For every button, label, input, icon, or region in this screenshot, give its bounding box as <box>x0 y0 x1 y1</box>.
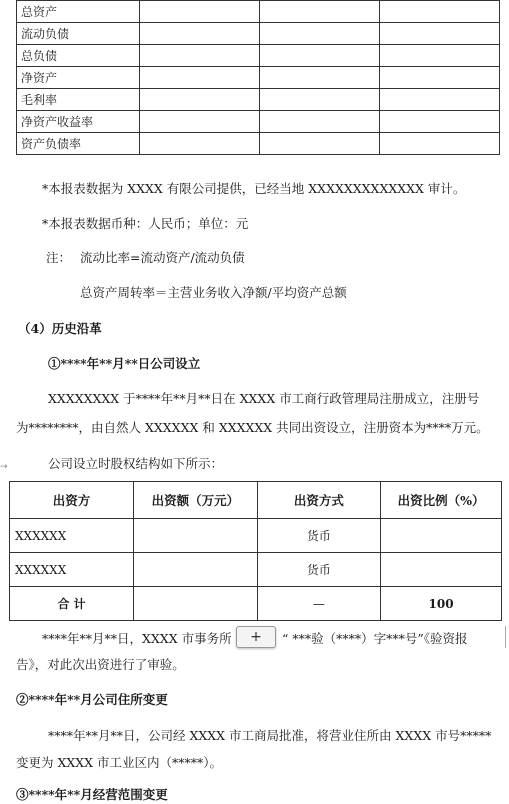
row-label: 净资产收益率 <box>17 111 140 133</box>
col-header: 出资比例（%） <box>381 482 502 519</box>
formula-asset-turnover: 总资产周转率＝主营业务收入净额/平均资产总额 <box>80 285 347 300</box>
table-row <box>17 133 500 155</box>
establishment-paragraph-line2: 为********，由自然人 XXXXXX 和 XXXXXX 共同出资设立，注册资本为****万元。 <box>16 420 489 435</box>
history-sub-establishment: ①****年**月**日公司设立 <box>48 356 201 371</box>
note-label: 注： <box>46 250 72 265</box>
contribution-ratio <box>381 519 502 553</box>
row-label: 总资产 <box>17 1 140 23</box>
row-label: 净资产 <box>17 67 140 89</box>
row-label: 流动负债 <box>17 23 140 45</box>
table-row <box>17 67 500 89</box>
table-row <box>17 45 500 67</box>
row-label: 资产负债率 <box>17 133 140 155</box>
scope-change-heading: ③****年**月经营范围变更 <box>16 787 168 802</box>
table-header-row <box>10 482 502 519</box>
contribution-method: 货币 <box>257 519 380 553</box>
currency-note: *本报表数据币种：人民币；单位：元 <box>42 216 249 231</box>
table-row <box>10 553 502 587</box>
history-heading: （4）历史沿革 <box>18 321 102 336</box>
total-label: 合 计 <box>10 587 134 621</box>
total-ratio: 100 <box>381 587 502 621</box>
col-header: 出资方 <box>10 482 134 519</box>
table-row <box>17 23 500 45</box>
row-label: 毛利率 <box>17 89 140 111</box>
table-row <box>17 89 500 111</box>
formula-current-ratio: 流动比率=流动资产/流动负债 <box>80 250 245 265</box>
shareholder-name: XXXXXX <box>10 519 134 553</box>
establishment-paragraph-line1: XXXXXXXX 于****年**月**日在 XXXX 市工商行政管理局注册成立，注册号 <box>48 391 480 406</box>
col-header: 出资额（万元） <box>134 482 258 519</box>
total-method: — <box>257 587 380 621</box>
table-resize-handle[interactable] <box>505 626 509 648</box>
financial-summary-table <box>16 0 500 155</box>
audit-paragraph-line1-start: ****年**月**日，XXXX 市事务所 <box>42 631 232 646</box>
contribution-amount <box>134 553 258 587</box>
table-row <box>10 519 502 553</box>
margin-arrow-icon: → <box>0 462 8 472</box>
total-amount <box>134 587 258 621</box>
col-header: 出资方式 <box>257 482 380 519</box>
audit-paragraph-line2: 告》，对此次出资进行了审验。 <box>16 657 185 672</box>
address-change-heading: ②****年**月公司住所变更 <box>16 692 168 707</box>
contribution-amount <box>134 519 258 553</box>
address-change-line1: ****年**月**日，公司经 XXXX 市工商局批准，将营业住所由 XXXX 市号***** <box>48 728 492 743</box>
row-label: 总负债 <box>17 45 140 67</box>
shareholder-table <box>9 481 502 621</box>
equity-structure-intro: 公司设立时股权结构如下所示： <box>48 456 224 471</box>
address-change-line2: 变更为 XXXX 市工业区内（*****）。 <box>16 755 223 770</box>
contribution-ratio <box>381 553 502 587</box>
table-row <box>17 111 500 133</box>
audit-paragraph-line1-end: “ ***验（****）字***号”《验资报 <box>282 631 468 646</box>
contribution-method: 货币 <box>257 553 380 587</box>
table-row <box>17 1 500 23</box>
table-total-row <box>10 587 502 621</box>
add-row-button[interactable]: + <box>236 626 276 648</box>
shareholder-name: XXXXXX <box>10 553 134 587</box>
source-note: *本报表数据为 XXXX 有限公司提供，已经当地 XXXXXXXXXXXXX 审计。 <box>42 181 466 196</box>
